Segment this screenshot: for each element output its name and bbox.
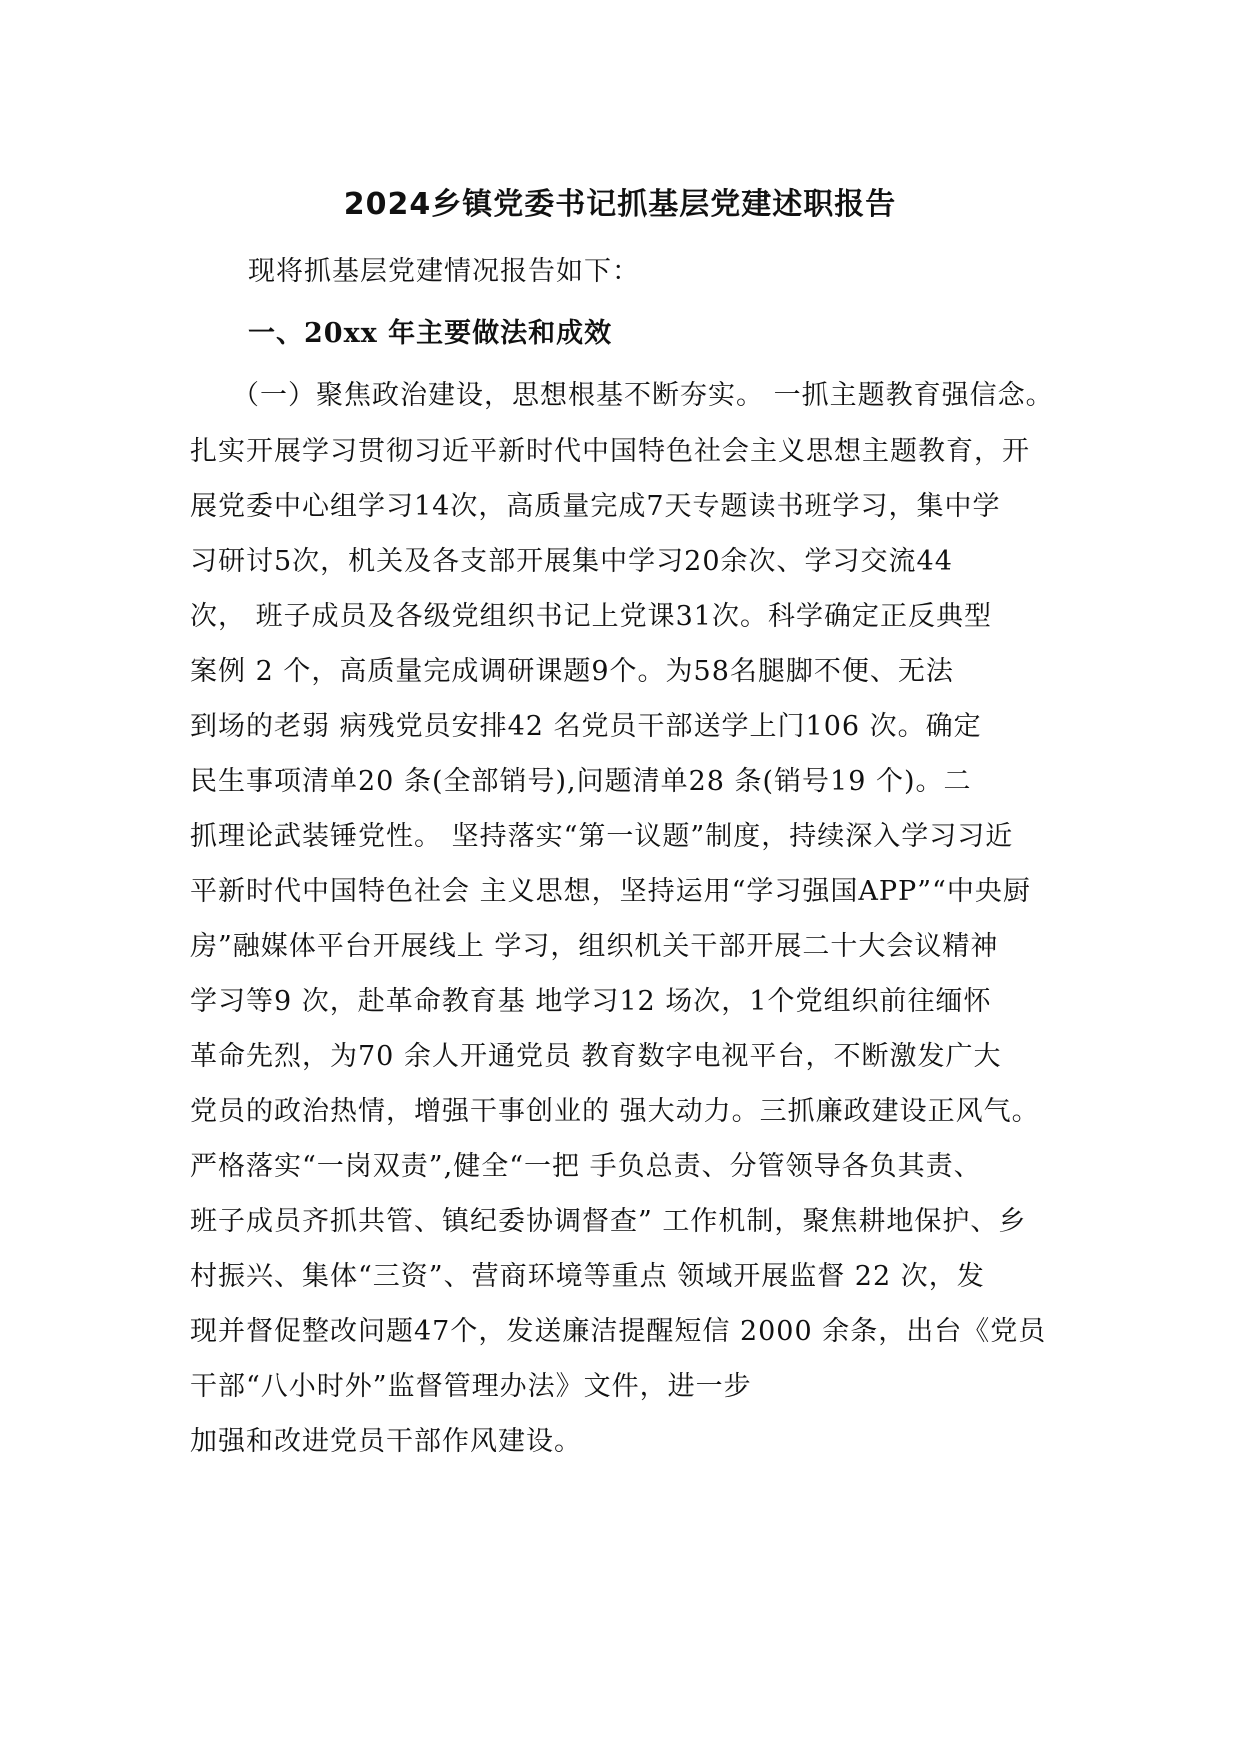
body-line: 班子成员齐抓共管、镇纪委协调督查” 工作机制，聚焦耕地保护、乡 — [190, 1206, 1027, 1237]
body-line: 民生事项清单20 条(全部销号),问题清单28 条(销号19 个)。二 — [190, 766, 972, 797]
body-line: 严格落实“一岗双责”,健全“一把 手负总责、分管领导各负其责、 — [190, 1151, 982, 1182]
body-line: 加强和改进党员干部作风建设。 — [190, 1426, 582, 1457]
body-line: 房”融媒体平台开展线上 学习，组织机关干部开展二十大会议精神 — [190, 931, 999, 962]
document-title: 2024乡镇党委书记抓基层党建述职报告 — [343, 187, 897, 222]
body-line: 学习等9 次，赴革命教育基 地学习12 场次，1个党组织前往缅怀 — [190, 986, 992, 1017]
body-line: 案例 2 个，高质量完成调研课题9个。为58名腿脚不便、无法 — [190, 656, 954, 687]
body-line: 扎实开展学习贯彻习近平新时代中国特色社会主义思想主题教育，开 — [190, 436, 1030, 467]
body-line: 革命先烈，为70 余人开通党员 教育数字电视平台，不断激发广大 — [190, 1041, 1002, 1072]
section-heading: 一、20xx 年主要做法和成效 — [248, 318, 613, 349]
body-line: （一）聚焦政治建设，思想根基不断夯实。 一抓主题教育强信念。 — [232, 380, 1054, 411]
body-line: 展党委中心组学习14次，高质量完成7天专题读书班学习，集中学 — [190, 491, 1001, 522]
body-line: 党员的政治热情，增强干事创业的 强大动力。三抓廉政建设正风气。 — [190, 1096, 1040, 1127]
intro-paragraph: 现将抓基层党建情况报告如下： — [248, 256, 640, 287]
body-line: 习研讨5次，机关及各支部开展集中学习20余次、学习交流44 — [190, 546, 953, 577]
body-line: 到场的老弱 病残党员安排42 名党员干部送学上门106 次。确定 — [190, 711, 982, 742]
body-line: 抓理论武装锤党性。 坚持落实“第一议题”制度，持续深入学习习近 — [190, 821, 1014, 852]
body-line: 平新时代中国特色社会 主义思想，坚持运用“学习强国APP”“中央厨 — [190, 876, 1031, 907]
body-line: 村振兴、集体“三资”、营商环境等重点 领域开展监督 22 次，发 — [190, 1261, 985, 1292]
body-line: 干部“八小时外”监督管理办法》文件，进一步 — [190, 1371, 752, 1402]
body-line: 次， 班子成员及各级党组织书记上党课31次。科学确定正反典型 — [190, 601, 992, 632]
body-line: 现并督促整改问题47个，发送廉洁提醒短信 2000 余条，出台《党员 — [190, 1316, 1047, 1347]
